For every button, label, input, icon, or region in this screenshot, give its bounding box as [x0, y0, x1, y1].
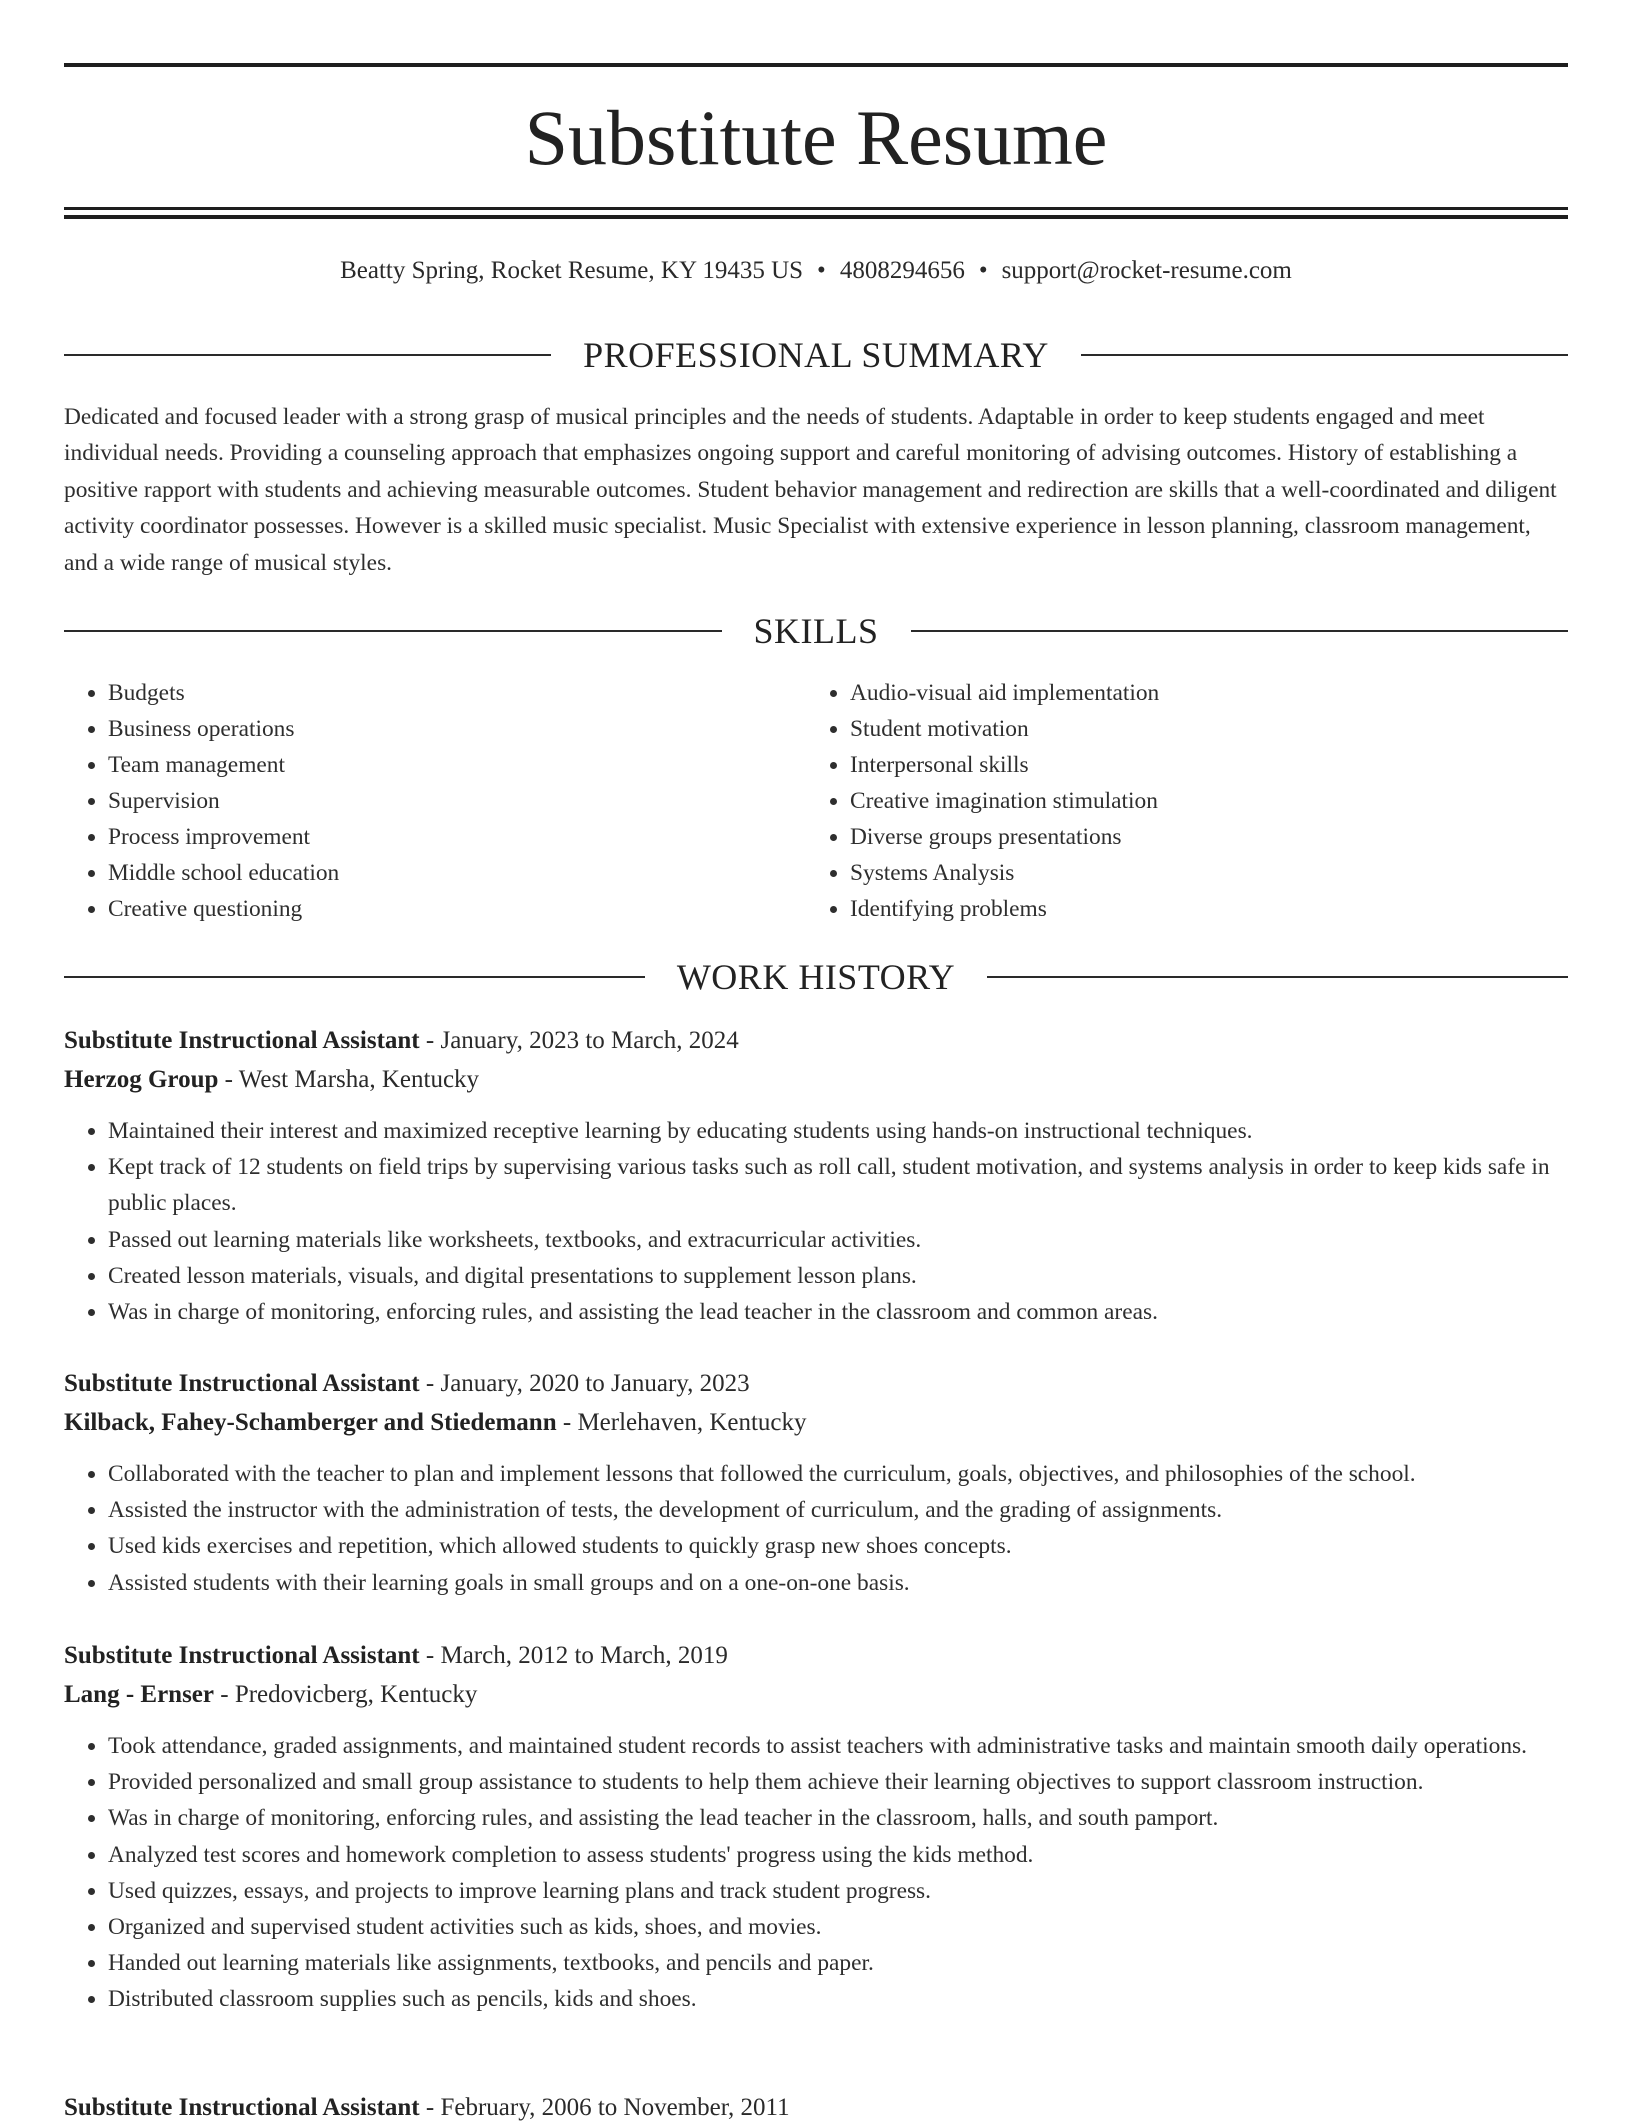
- skill-item: • Creative questioning: [108, 891, 806, 927]
- skills-heading: SKILLS: [753, 611, 879, 651]
- skill-item: • Middle school education: [108, 855, 806, 891]
- skill-item: • Audio-visual aid implementation: [850, 675, 1568, 711]
- job-entry: [64, 1021, 1568, 1330]
- heading-rule-left: [64, 976, 645, 978]
- job-bullet: • Was in charge of monitoring, enforcing rules, and assisting the lead teacher in the classroom, halls, and south pamport.: [108, 1800, 1568, 1836]
- job-title-line: [64, 1636, 1568, 1675]
- contact-separator: •: [978, 257, 988, 284]
- contact-address: Beatty Spring, Rocket Resume, KY 19435 US: [340, 257, 804, 284]
- job-company: Lang - Ernser: [64, 1681, 214, 1708]
- job-bullet: • Handed out learning materials like assignments, textbooks, and pencils and paper.: [108, 1945, 1568, 1981]
- skills-section-heading: [64, 609, 1568, 653]
- job-dates: - January, 2023 to March, 2024: [425, 1027, 739, 1054]
- job-company-line: [64, 1403, 1568, 1442]
- job-dates: - March, 2012 to March, 2019: [425, 1642, 728, 1669]
- contact-line: [64, 254, 1568, 288]
- job-title: Substitute Instructional Assistant: [64, 1370, 420, 1397]
- heading-rule-left: [64, 354, 551, 356]
- job-bullet: • Assisted students with their learning goals in small groups and on a one-on-one basis.: [108, 1565, 1568, 1601]
- job-bullet: • Created lesson materials, visuals, and digital presentations to supplement lesson plans.: [108, 1258, 1568, 1294]
- work-section-heading: [64, 955, 1568, 999]
- job-bullet: • Passed out learning materials like worksheets, textbooks, and extracurricular activities.: [108, 1222, 1568, 1258]
- job-location: - Predovicberg, Kentucky: [220, 1681, 478, 1708]
- job-bullet: • Took attendance, graded assignments, and maintained student records to assist teachers with administrative tasks and maintain smooth daily operations.: [108, 1728, 1568, 1764]
- job-company-line: [64, 1060, 1568, 1099]
- skill-item: • Budgets: [108, 675, 806, 711]
- job-bullet: • Used kids exercises and repetition, which allowed students to quickly grasp new shoes concepts.: [108, 1528, 1568, 1564]
- job-bullet: • Was in charge of monitoring, enforcing rules, and assisting the lead teacher in the classroom and common areas.: [108, 1294, 1568, 1330]
- summary-heading: PROFESSIONAL SUMMARY: [583, 335, 1049, 375]
- job-title-line: [64, 1364, 1568, 1403]
- skill-item: • Systems Analysis: [850, 855, 1568, 891]
- skill-item: • Supervision: [108, 783, 806, 819]
- skill-item: • Diverse groups presentations: [850, 819, 1568, 855]
- job-title-line: [64, 1021, 1568, 1060]
- job-title: Substitute Instructional Assistant: [64, 2094, 420, 2121]
- resume-title: Substitute Resume: [524, 94, 1108, 181]
- heading-rule-right: [1081, 354, 1568, 356]
- heading-rule-left: [64, 630, 722, 632]
- top-rule: [64, 63, 1568, 67]
- job-bullet: • Assisted the instructor with the administration of tests, the development of curriculum, and the grading of assignments.: [108, 1492, 1568, 1528]
- job-title: Substitute Instructional Assistant: [64, 1027, 420, 1054]
- job-bullet: • Used quizzes, essays, and projects to improve learning plans and track student progress.: [108, 1873, 1568, 1909]
- heading-rule-right: [987, 976, 1568, 978]
- job-bullet: • Maintained their interest and maximized receptive learning by educating students using hands-on instructional techniques.: [108, 1113, 1568, 1149]
- work-heading: WORK HISTORY: [676, 957, 956, 997]
- job-bullets: [64, 1728, 1568, 2018]
- title-rule-upper: [64, 207, 1568, 210]
- job-company: Herzog Group: [64, 1066, 219, 1093]
- summary-section-heading: [64, 333, 1568, 377]
- contact-email: support@rocket-resume.com: [1001, 257, 1292, 284]
- job-location: - Merlehaven, Kentucky: [562, 1409, 807, 1436]
- skill-item: • Business operations: [108, 711, 806, 747]
- heading-rule-right: [911, 630, 1569, 632]
- job-bullet: • Provided personalized and small group assistance to students to help them achieve their learning objectives to support classroom instruction.: [108, 1764, 1568, 1800]
- job-bullet: • Analyzed test scores and homework completion to assess students' progress using the kids method.: [108, 1837, 1568, 1873]
- job-bullets: [64, 1113, 1568, 1330]
- skill-item: • Interpersonal skills: [850, 747, 1568, 783]
- job-title-line: [64, 2088, 1568, 2127]
- job-bullets: [64, 1456, 1568, 1601]
- job-entry: [64, 2088, 1568, 2127]
- skill-item: • Identifying problems: [850, 891, 1568, 927]
- skills-column-right: [64, 675, 1568, 927]
- job-company-line: [64, 1675, 1568, 1714]
- job-bullet: • Kept track of 12 students on field trips by supervising various tasks such as roll call, student motivation, and systems analysis in order to keep kids safe in public places.: [108, 1149, 1568, 1221]
- job-entry: [64, 1636, 1568, 2018]
- skill-item: • Creative imagination stimulation: [850, 783, 1568, 819]
- job-bullet: • Distributed classroom supplies such as pencils, kids and shoes.: [108, 1981, 1568, 2017]
- contact-phone: 4808294656: [839, 257, 965, 284]
- skills-list: [64, 675, 1568, 927]
- skill-item: • Student motivation: [850, 711, 1568, 747]
- summary-text: Dedicated and focused leader with a strong grasp of musical principles and the needs of students. Adaptable in order to keep students engaged and meet individual needs. Providing a counseling approach that emphasizes ongoing support and careful monitoring of advising outcomes. History of establishing a positive rapport with students and achieving measurable outcomes. Student behavior management and redirection are skills that a well-coordinated and diligent activity coordinator possesses. However is a skilled music specialist. Music Specialist with extensive experience in lesson planning, classroom management, and a wide range of musical styles.: [64, 404, 1557, 576]
- contact-separator: •: [817, 257, 826, 284]
- title-rule-lower: [64, 215, 1568, 219]
- job-location: - West Marsha, Kentucky: [224, 1066, 480, 1093]
- job-dates: - January, 2020 to January, 2023: [425, 1370, 750, 1397]
- job-bullet: • Collaborated with the teacher to plan and implement lessons that followed the curriculum, goals, objectives, and philosophies of the school.: [108, 1456, 1568, 1492]
- job-bullet: • Organized and supervised student activities such as kids, shoes, and movies.: [108, 1909, 1568, 1945]
- job-entry: [64, 1364, 1568, 1601]
- job-dates: - February, 2006 to November, 2011: [425, 2094, 790, 2121]
- job-title: Substitute Instructional Assistant: [64, 1642, 420, 1669]
- skill-item: • Process improvement: [108, 819, 806, 855]
- skill-item: • Team management: [108, 747, 806, 783]
- job-company: Kilback, Fahey-Schamberger and Stiedemann: [64, 1409, 557, 1436]
